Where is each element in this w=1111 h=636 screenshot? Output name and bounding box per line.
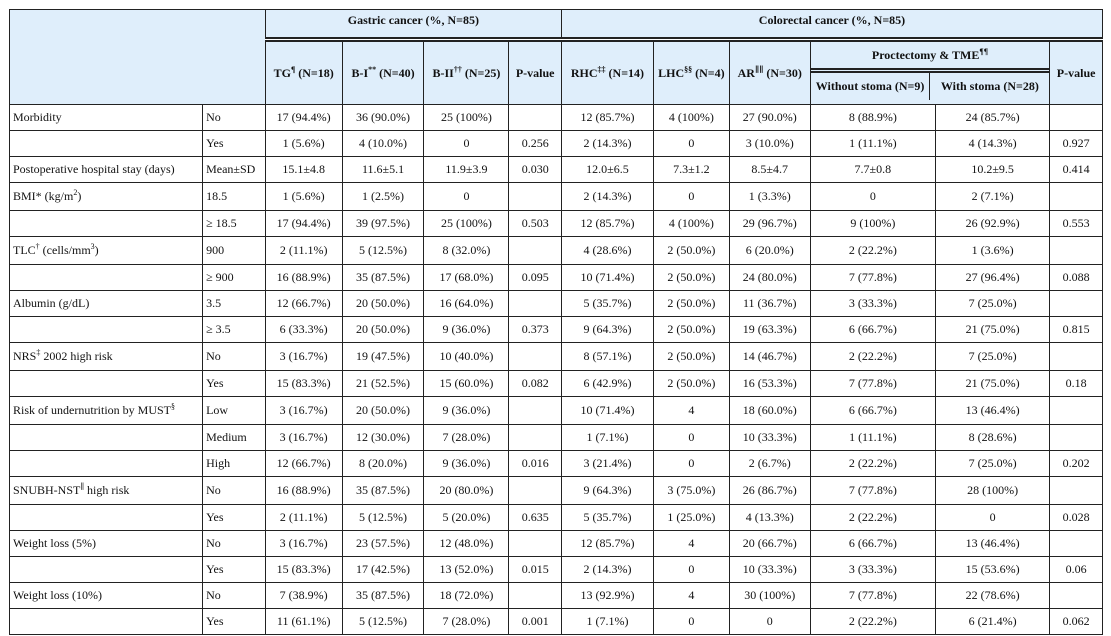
table-cell xyxy=(1050,105,1103,131)
table-cell xyxy=(509,105,562,131)
table-cell: 9 (36.0%) xyxy=(424,317,509,343)
row-sublabel: 18.5 xyxy=(203,183,266,211)
table-cell: 27 (96.4%) xyxy=(936,265,1050,291)
table-cell: 24 (85.7%) xyxy=(936,105,1050,131)
table-cell: 1 (7.1%) xyxy=(561,425,653,451)
table-cell: 35 (87.5%) xyxy=(342,265,424,291)
row-label: NRS‡ 2002 high risk xyxy=(10,343,203,371)
row-label xyxy=(10,451,203,477)
row-sublabel: Yes xyxy=(203,609,266,635)
table-cell: 2 (50.0%) xyxy=(653,343,729,371)
col-header-tg: TG¶ (N=18) xyxy=(265,40,342,105)
table-cell: 7 (77.8%) xyxy=(810,265,935,291)
table-cell: 27 (90.0%) xyxy=(729,105,810,131)
table-cell xyxy=(509,425,562,451)
table-cell: 4 xyxy=(653,397,729,425)
col-header-lhc: LHC§§ (N=4) xyxy=(653,40,729,105)
table-cell: 19 (47.5%) xyxy=(342,343,424,371)
table-cell xyxy=(1050,183,1103,211)
table-cell: 10 (33.3%) xyxy=(729,557,810,583)
table-cell: 0.088 xyxy=(1050,265,1103,291)
row-label xyxy=(10,211,203,237)
table-cell: 24 (80.0%) xyxy=(729,265,810,291)
table-cell: 15 (60.0%) xyxy=(424,371,509,397)
table-cell: 2 (14.3%) xyxy=(561,557,653,583)
table-cell: 2 (22.2%) xyxy=(810,505,935,531)
table-cell: 0 xyxy=(653,131,729,157)
gastric-group-header: Gastric cancer (%, N=85) xyxy=(265,10,561,40)
col-header-rhc: RHC‡‡ (N=14) xyxy=(561,40,653,105)
row-label xyxy=(10,317,203,343)
table-cell: 20 (80.0%) xyxy=(424,477,509,505)
table-cell: 7.7±0.8 xyxy=(810,157,935,183)
row-sublabel: Yes xyxy=(203,131,266,157)
table-cell: 2 (14.3%) xyxy=(561,131,653,157)
table-cell: 0 xyxy=(653,557,729,583)
row-label: Albumin (g/dL) xyxy=(10,291,203,317)
table-cell: 7 (77.8%) xyxy=(810,371,935,397)
table-cell: 0 xyxy=(653,451,729,477)
row-sublabel: ≥ 18.5 xyxy=(203,211,266,237)
table-cell xyxy=(509,397,562,425)
table-cell: 6 (66.7%) xyxy=(810,317,935,343)
table-body xyxy=(10,105,1103,635)
table-cell: 0.373 xyxy=(509,317,562,343)
table-cell: 15 (83.3%) xyxy=(265,557,342,583)
table-cell: 2 (50.0%) xyxy=(653,291,729,317)
table-cell: 5 (35.7%) xyxy=(561,505,653,531)
col-header-bii: B-II†† (N=25) xyxy=(424,40,509,105)
table-cell: 2 (50.0%) xyxy=(653,237,729,265)
table-cell: 20 (50.0%) xyxy=(342,291,424,317)
table-cell: 16 (88.9%) xyxy=(265,265,342,291)
table-row xyxy=(10,531,1103,557)
table-cell: 12 (85.7%) xyxy=(561,105,653,131)
table-cell: 25 (100%) xyxy=(424,105,509,131)
table-cell: 3 (16.7%) xyxy=(265,397,342,425)
table-cell: 8 (28.6%) xyxy=(936,425,1050,451)
table-cell: 1 (25.0%) xyxy=(653,505,729,531)
table-cell: 4 (28.6%) xyxy=(561,237,653,265)
table-cell xyxy=(1050,291,1103,317)
row-sublabel: 900 xyxy=(203,237,266,265)
table-row xyxy=(10,505,1103,531)
table-cell: 2 (6.7%) xyxy=(729,451,810,477)
table-cell: 0.028 xyxy=(1050,505,1103,531)
table-cell: 14 (46.7%) xyxy=(729,343,810,371)
table-cell: 17 (42.5%) xyxy=(342,557,424,583)
table-cell: 1 (7.1%) xyxy=(561,609,653,635)
col-header-bi: B-I** (N=40) xyxy=(342,40,424,105)
row-label xyxy=(10,131,203,157)
table-cell: 4 (10.0%) xyxy=(342,131,424,157)
table-cell: 20 (66.7%) xyxy=(729,531,810,557)
row-sublabel: ≥ 900 xyxy=(203,265,266,291)
table-cell: 6 (66.7%) xyxy=(810,397,935,425)
table-cell: 0 xyxy=(936,505,1050,531)
row-label: Weight loss (5%) xyxy=(10,531,203,557)
table-cell: 10 (40.0%) xyxy=(424,343,509,371)
table-cell: 12 (66.7%) xyxy=(265,451,342,477)
table-cell: 6 (21.4%) xyxy=(936,609,1050,635)
table-cell: 11.6±5.1 xyxy=(342,157,424,183)
table-cell: 6 (42.9%) xyxy=(561,371,653,397)
row-sublabel: No xyxy=(203,531,266,557)
table-cell: 7 (25.0%) xyxy=(936,343,1050,371)
table-cell: 21 (75.0%) xyxy=(936,371,1050,397)
table-cell: 9 (64.3%) xyxy=(561,477,653,505)
table-cell: 3 (33.3%) xyxy=(810,557,935,583)
table-cell: 0.082 xyxy=(509,371,562,397)
table-cell: 11 (36.7%) xyxy=(729,291,810,317)
table-cell: 25 (100%) xyxy=(424,211,509,237)
table-cell: 12.0±6.5 xyxy=(561,157,653,183)
table-cell: 15 (53.6%) xyxy=(936,557,1050,583)
table-row xyxy=(10,291,1103,317)
table-cell: 6 (20.0%) xyxy=(729,237,810,265)
table-cell: 7.3±1.2 xyxy=(653,157,729,183)
table-cell: 9 (100%) xyxy=(810,211,935,237)
table-row xyxy=(10,211,1103,237)
table-cell: 0.18 xyxy=(1050,371,1103,397)
table-cell: 7 (25.0%) xyxy=(936,291,1050,317)
table-cell xyxy=(1050,583,1103,609)
table-cell: 9 (36.0%) xyxy=(424,397,509,425)
table-cell: 7 (77.8%) xyxy=(810,477,935,505)
results-table xyxy=(9,9,1103,635)
table-cell: 8 (20.0%) xyxy=(342,451,424,477)
table-cell: 13 (46.4%) xyxy=(936,397,1050,425)
table-cell: 35 (87.5%) xyxy=(342,583,424,609)
row-label: Morbidity xyxy=(10,105,203,131)
table-cell: 12 (30.0%) xyxy=(342,425,424,451)
table-cell: 0.414 xyxy=(1050,157,1103,183)
table-cell: 2 (7.1%) xyxy=(936,183,1050,211)
table-row xyxy=(10,451,1103,477)
table-cell: 11 (61.1%) xyxy=(265,609,342,635)
row-sublabel: Low xyxy=(203,397,266,425)
table-row xyxy=(10,583,1103,609)
table-cell: 5 (35.7%) xyxy=(561,291,653,317)
table-cell: 4 (100%) xyxy=(653,211,729,237)
row-sublabel: No xyxy=(203,477,266,505)
table-cell: 17 (68.0%) xyxy=(424,265,509,291)
table-cell: 0.015 xyxy=(509,557,562,583)
table-cell: 12 (85.7%) xyxy=(561,531,653,557)
table-cell: 4 xyxy=(653,531,729,557)
col-header-ar: AR∥∥ (N=30) xyxy=(729,40,810,105)
table-cell: 3 (10.0%) xyxy=(729,131,810,157)
row-label: TLC† $(cells/mm^3)$ xyxy=(10,237,203,265)
table-cell: 13 (52.0%) xyxy=(424,557,509,583)
row-sublabel: Yes xyxy=(203,557,266,583)
table-cell: 26 (86.7%) xyxy=(729,477,810,505)
table-cell: 0 xyxy=(653,609,729,635)
table-row xyxy=(10,157,1103,183)
table-cell: 0.062 xyxy=(1050,609,1103,635)
table-cell: 7 (77.8%) xyxy=(810,583,935,609)
table-cell: 3 (75.0%) xyxy=(653,477,729,505)
table-cell: 5 (12.5%) xyxy=(342,505,424,531)
table-cell: 10 (71.4%) xyxy=(561,397,653,425)
col-header-colorectal-pvalue: P-value xyxy=(1050,40,1103,105)
table-cell: 12 (66.7%) xyxy=(265,291,342,317)
table-cell: 3 (16.7%) xyxy=(265,531,342,557)
row-label: Risk of undernutrition by MUST§ xyxy=(10,397,203,425)
table-cell: 0.635 xyxy=(509,505,562,531)
table-cell: 0 xyxy=(424,131,509,157)
row-sublabel: ≥ 3.5 xyxy=(203,317,266,343)
col-header-gastric-pvalue: P-value xyxy=(509,40,562,105)
table-cell: 4 (13.3%) xyxy=(729,505,810,531)
table-cell: 12 (85.7%) xyxy=(561,211,653,237)
table-cell: 15 (83.3%) xyxy=(265,371,342,397)
table-cell: 0 xyxy=(424,183,509,211)
table-cell: 7 (28.0%) xyxy=(424,425,509,451)
table-cell xyxy=(509,583,562,609)
table-cell: 0.815 xyxy=(1050,317,1103,343)
table-cell: 0.202 xyxy=(1050,451,1103,477)
table-cell: 0 xyxy=(653,425,729,451)
table-cell: 2 (11.1%) xyxy=(265,237,342,265)
row-label: SNUBH-NST∥ high risk xyxy=(10,477,203,505)
table-cell: 2 (22.2%) xyxy=(810,451,935,477)
table-cell: 5 (12.5%) xyxy=(342,237,424,265)
table-cell: 1 (5.6%) xyxy=(265,183,342,211)
table-cell: 20 (50.0%) xyxy=(342,397,424,425)
row-label xyxy=(10,425,203,451)
table-row xyxy=(10,343,1103,371)
table-cell: 8.5±4.7 xyxy=(729,157,810,183)
table-cell: 17 (94.4%) xyxy=(265,211,342,237)
proctectomy-group-label: Proctectomy & TME¶¶ xyxy=(811,42,1050,73)
table-cell: 2 (14.3%) xyxy=(561,183,653,211)
table-cell: 0.553 xyxy=(1050,211,1103,237)
row-label: BMI* $(kg/m^2)$ xyxy=(10,183,203,211)
row-label xyxy=(10,557,203,583)
table-cell: 19 (63.3%) xyxy=(729,317,810,343)
table-cell: 0.06 xyxy=(1050,557,1103,583)
table-cell: 5 (12.5%) xyxy=(342,609,424,635)
table-cell: 9 (36.0%) xyxy=(424,451,509,477)
table-cell: 6 (33.3%) xyxy=(265,317,342,343)
table-cell: 3 (16.7%) xyxy=(265,425,342,451)
table-cell: 8 (57.1%) xyxy=(561,343,653,371)
table-cell: 26 (92.9%) xyxy=(936,211,1050,237)
table-row xyxy=(10,371,1103,397)
table-cell: 2 (50.0%) xyxy=(653,265,729,291)
table-cell: 2 (22.2%) xyxy=(810,343,935,371)
table-cell: 13 (92.9%) xyxy=(561,583,653,609)
row-sublabel: Yes xyxy=(203,505,266,531)
table-cell xyxy=(1050,425,1103,451)
header-blank xyxy=(10,10,266,105)
table-row xyxy=(10,557,1103,583)
table-cell: 30 (100%) xyxy=(729,583,810,609)
table-cell: 16 (88.9%) xyxy=(265,477,342,505)
table-row xyxy=(10,183,1103,211)
colorectal-group-header: Colorectal cancer (%, N=85) xyxy=(561,10,1102,40)
table-cell: 6 (66.7%) xyxy=(810,531,935,557)
table-cell xyxy=(1050,343,1103,371)
table-cell: 0.256 xyxy=(509,131,562,157)
table-cell: 16 (53.3%) xyxy=(729,371,810,397)
row-label: Postoperative hospital stay (days) xyxy=(10,157,203,183)
table-cell xyxy=(1050,531,1103,557)
table-cell xyxy=(1050,397,1103,425)
row-label xyxy=(10,265,203,291)
proctectomy-header xyxy=(810,40,1050,105)
table-cell: 1 (11.1%) xyxy=(810,425,935,451)
table-cell: 21 (52.5%) xyxy=(342,371,424,397)
table-row xyxy=(10,131,1103,157)
table-cell: 11.9±3.9 xyxy=(424,157,509,183)
table-cell xyxy=(509,343,562,371)
row-sublabel: High xyxy=(203,451,266,477)
table-cell: 0.095 xyxy=(509,265,562,291)
table-cell: 1 (11.1%) xyxy=(810,131,935,157)
row-sublabel: Yes xyxy=(203,371,266,397)
table-cell: 1 (5.6%) xyxy=(265,131,342,157)
table-cell: 1 (2.5%) xyxy=(342,183,424,211)
row-label: Weight loss (10%) xyxy=(10,583,203,609)
table-row xyxy=(10,237,1103,265)
table-cell: 1 (3.3%) xyxy=(729,183,810,211)
col-header-without-stoma: Without stoma (N=9) xyxy=(815,79,925,93)
row-label xyxy=(10,609,203,635)
table-cell: 21 (75.0%) xyxy=(936,317,1050,343)
table-cell: 8 (32.0%) xyxy=(424,237,509,265)
table-cell: 2 (22.2%) xyxy=(810,237,935,265)
table-cell: 35 (87.5%) xyxy=(342,477,424,505)
table-cell: 12 (48.0%) xyxy=(424,531,509,557)
table-cell: 4 (100%) xyxy=(653,105,729,131)
table-cell: 4 (14.3%) xyxy=(936,131,1050,157)
row-sublabel: Medium xyxy=(203,425,266,451)
table-cell: 0 xyxy=(653,183,729,211)
table-cell: 2 (22.2%) xyxy=(810,609,935,635)
row-sublabel: No xyxy=(203,343,266,371)
table-cell: 17 (94.4%) xyxy=(265,105,342,131)
row-sublabel: 3.5 xyxy=(203,291,266,317)
table-cell: 0.016 xyxy=(509,451,562,477)
table-cell: 3 (21.4%) xyxy=(561,451,653,477)
table-cell: 7 (28.0%) xyxy=(424,609,509,635)
table-cell xyxy=(509,237,562,265)
table-cell: 7 (25.0%) xyxy=(936,451,1050,477)
table-cell: 0.030 xyxy=(509,157,562,183)
row-label xyxy=(10,505,203,531)
table-cell: 2 (11.1%) xyxy=(265,505,342,531)
table-cell: 0.001 xyxy=(509,609,562,635)
table-cell xyxy=(1050,477,1103,505)
table-cell xyxy=(509,291,562,317)
table-cell: 2 (50.0%) xyxy=(653,317,729,343)
table-row xyxy=(10,425,1103,451)
table-cell: 4 xyxy=(653,583,729,609)
table-row xyxy=(10,397,1103,425)
table-cell: 23 (57.5%) xyxy=(342,531,424,557)
table-cell: 8 (88.9%) xyxy=(810,105,935,131)
table-cell: 18 (72.0%) xyxy=(424,583,509,609)
table-cell: 13 (46.4%) xyxy=(936,531,1050,557)
table-cell xyxy=(509,183,562,211)
table-cell: 15.1±4.8 xyxy=(265,157,342,183)
table-cell: 10 (71.4%) xyxy=(561,265,653,291)
table-cell: 10 (33.3%) xyxy=(729,425,810,451)
table-cell: 0.927 xyxy=(1050,131,1103,157)
table-cell: 1 (3.6%) xyxy=(936,237,1050,265)
table-cell: 9 (64.3%) xyxy=(561,317,653,343)
table-cell: 7 (38.9%) xyxy=(265,583,342,609)
table-container xyxy=(9,9,1103,635)
table-cell: 0 xyxy=(810,183,935,211)
table-cell xyxy=(509,477,562,505)
table-row xyxy=(10,477,1103,505)
table-cell xyxy=(509,531,562,557)
table-cell: 22 (78.6%) xyxy=(936,583,1050,609)
table-cell: 28 (100%) xyxy=(936,477,1050,505)
table-cell: 3 (33.3%) xyxy=(810,291,935,317)
table-row xyxy=(10,317,1103,343)
table-row xyxy=(10,105,1103,131)
table-cell: 0.503 xyxy=(509,211,562,237)
table-cell: 5 (20.0%) xyxy=(424,505,509,531)
row-sublabel: Mean±SD xyxy=(203,157,266,183)
col-header-with-stoma: With stoma (N=28) xyxy=(929,73,1049,100)
table-cell xyxy=(1050,237,1103,265)
table-cell: 39 (97.5%) xyxy=(342,211,424,237)
table-row xyxy=(10,609,1103,635)
table-cell: 18 (60.0%) xyxy=(729,397,810,425)
table-cell: 16 (64.0%) xyxy=(424,291,509,317)
table-cell: 10.2±9.5 xyxy=(936,157,1050,183)
table-cell: 3 (16.7%) xyxy=(265,343,342,371)
row-sublabel: No xyxy=(203,583,266,609)
table-cell: 36 (90.0%) xyxy=(342,105,424,131)
table-cell: 29 (96.7%) xyxy=(729,211,810,237)
table-cell: 2 (50.0%) xyxy=(653,371,729,397)
row-sublabel: No xyxy=(203,105,266,131)
row-label xyxy=(10,371,203,397)
table-row xyxy=(10,265,1103,291)
table-cell: 20 (50.0%) xyxy=(342,317,424,343)
table-cell: 0 xyxy=(729,609,810,635)
